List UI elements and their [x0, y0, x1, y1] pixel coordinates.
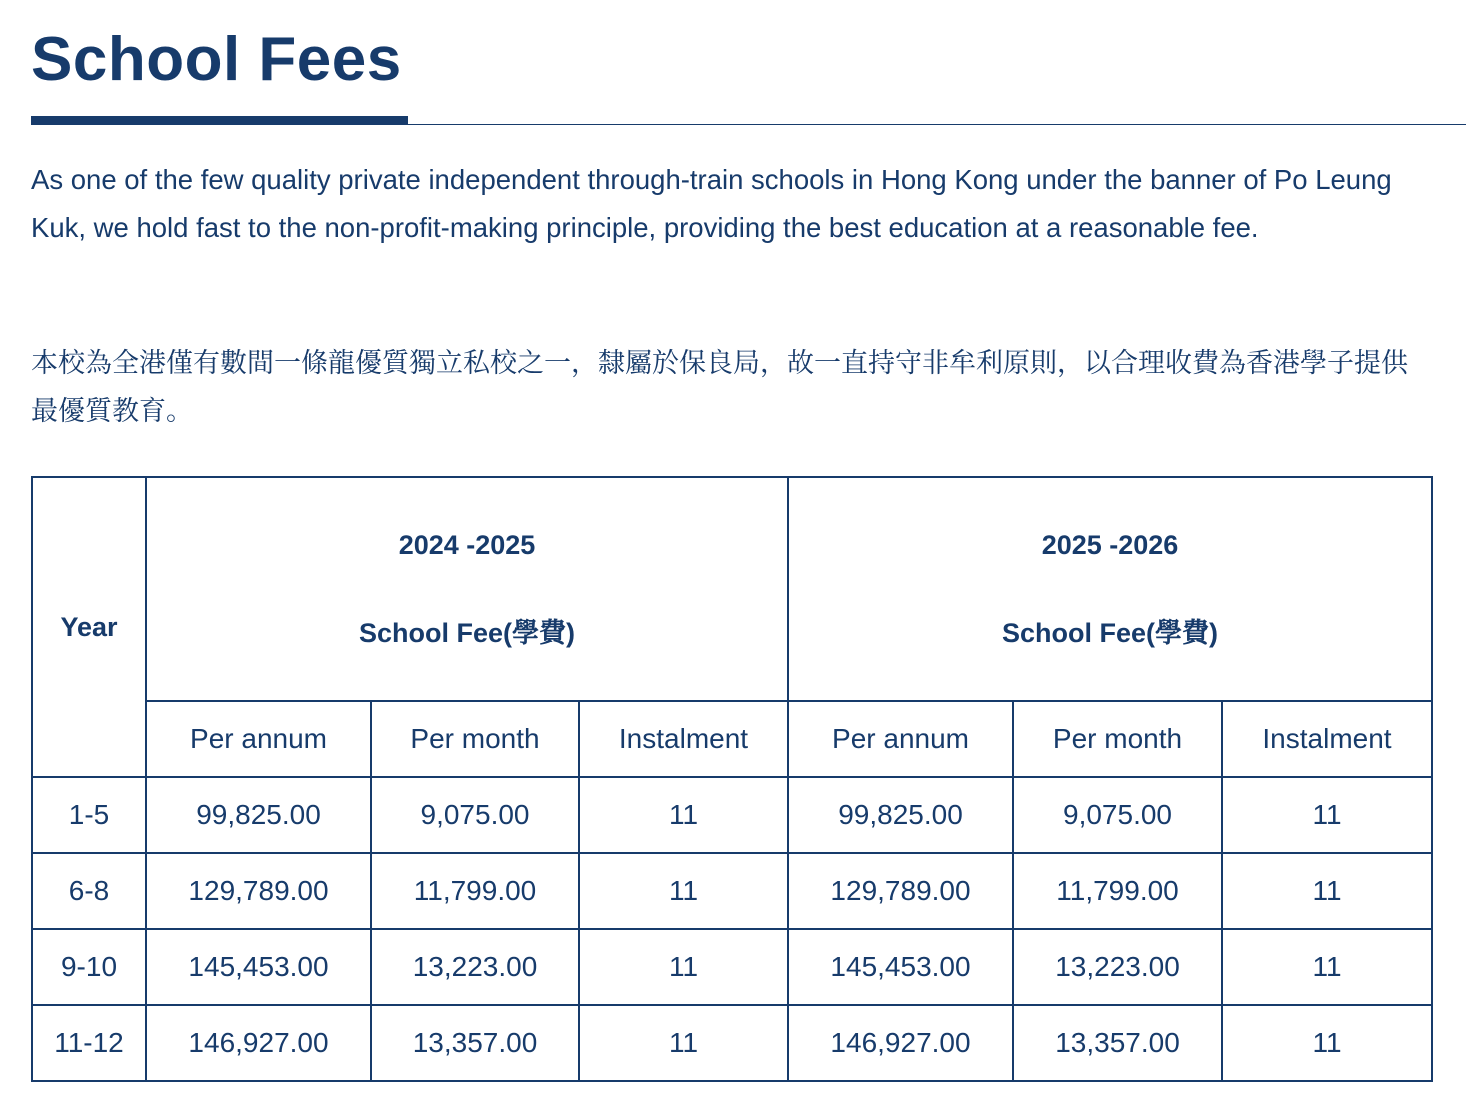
year-cell: 11-12: [32, 1005, 146, 1081]
period-label: 2024 -2025: [398, 530, 536, 560]
fee-cell: 145,453.00: [146, 929, 371, 1005]
fee-cell: 11: [579, 777, 788, 853]
page-title: School Fees: [31, 25, 402, 94]
table-row: [32, 777, 1432, 853]
table-row: [32, 1005, 1432, 1081]
fee-cell: 11: [1222, 1005, 1432, 1081]
fee-cell: 99,825.00: [146, 777, 371, 853]
fee-cell: 11,799.00: [371, 853, 579, 929]
table-row: [32, 929, 1432, 1005]
fee-cell: 13,223.00: [371, 929, 579, 1005]
school-fees-table: [31, 476, 1433, 1082]
year-cell: 6-8: [32, 853, 146, 929]
fee-cell: 146,927.00: [146, 1005, 371, 1081]
fee-cell: 11: [1222, 853, 1432, 929]
fee-cell: 11: [579, 929, 788, 1005]
fee-cell: 129,789.00: [146, 853, 371, 929]
year-cell: 9-10: [32, 929, 146, 1005]
year-cell: 1-5: [32, 777, 146, 853]
period-header-2024-2025: [146, 477, 788, 701]
instalment-header: Instalment: [1222, 701, 1432, 777]
per-month-header: Per month: [371, 701, 579, 777]
fee-cell: 13,357.00: [1013, 1005, 1222, 1081]
fee-cell: 9,075.00: [1013, 777, 1222, 853]
fee-cell: 13,357.00: [371, 1005, 579, 1081]
fee-cell: 99,825.00: [788, 777, 1013, 853]
fee-cell: 11: [1222, 929, 1432, 1005]
year-column-header: Year: [32, 477, 146, 777]
table-header-row: [32, 477, 1432, 701]
fee-cell: 9,075.00: [371, 777, 579, 853]
school-fee-label: School Fee(學費): [1001, 618, 1218, 648]
fee-cell: 11: [1222, 777, 1432, 853]
fee-cell: 11: [579, 1005, 788, 1081]
per-month-header: Per month: [1013, 701, 1222, 777]
fee-cell: 11,799.00: [1013, 853, 1222, 929]
header-divider: [31, 124, 1466, 125]
fee-cell: 146,927.00: [788, 1005, 1013, 1081]
intro-chinese: 本校為全港僅有數間一條龍優質獨立私校之一，隸屬於保良局，故一直持守非牟利原則，以合理收費為香港學子提供最優質教育。: [31, 348, 1408, 427]
fee-cell: 129,789.00: [788, 853, 1013, 929]
instalment-header: Instalment: [579, 701, 788, 777]
period-label: 2025 -2026: [1041, 530, 1179, 560]
period-header-2025-2026: [788, 477, 1432, 701]
fee-cell: 13,223.00: [1013, 929, 1222, 1005]
fee-cell: 145,453.00: [788, 929, 1013, 1005]
intro-english: As one of the few quality private independent through-train schools in Hong Kong under the banner of Po Leung Kuk, we hold fast to the non-profit-making principle, providing the best education at a reasonable fee.: [31, 164, 1392, 243]
per-annum-header: Per annum: [788, 701, 1013, 777]
table-row: [32, 853, 1432, 929]
school-fee-label: School Fee(學費): [358, 618, 575, 648]
table-subheader-row: [32, 701, 1432, 777]
fee-cell: 11: [579, 853, 788, 929]
per-annum-header: Per annum: [146, 701, 371, 777]
